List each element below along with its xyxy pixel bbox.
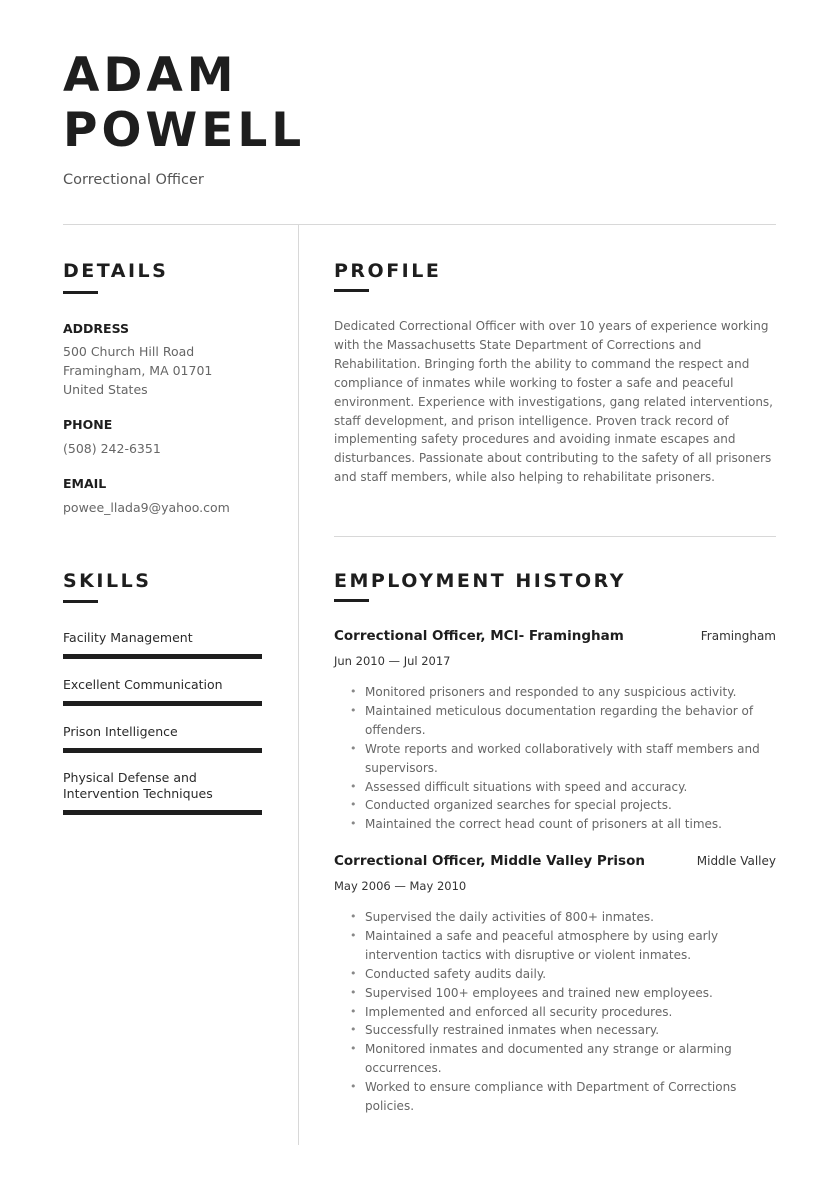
list-item bbox=[334, 815, 780, 834]
skill-level-bar bbox=[63, 748, 262, 753]
skill-item bbox=[63, 770, 263, 802]
skill-item bbox=[63, 630, 263, 646]
skill-name: Excellent Communication bbox=[63, 677, 223, 692]
email-value: powee_llada9@yahoo.com bbox=[63, 500, 230, 515]
address-label: ADDRESS bbox=[63, 321, 130, 336]
last-name: POWELL bbox=[63, 103, 306, 158]
header-divider bbox=[63, 224, 776, 225]
email-label: EMAIL bbox=[63, 476, 107, 491]
job-location: Middle Valley bbox=[696, 854, 776, 868]
list-item bbox=[334, 796, 780, 815]
bullet-icon: • bbox=[350, 1080, 357, 1094]
list-item bbox=[334, 927, 780, 965]
skills-heading-underline bbox=[63, 600, 98, 603]
bullet-text: Conducted safety audits daily. bbox=[365, 966, 547, 981]
list-item bbox=[334, 683, 780, 702]
job-role: Correctional Officer, Middle Valley Prison bbox=[334, 853, 645, 869]
candidate-name bbox=[63, 48, 305, 158]
bullet-icon: • bbox=[350, 1023, 357, 1037]
bullet-text: Supervised the daily activities of 800+ inmates. bbox=[365, 910, 654, 924]
profile-heading-underline bbox=[334, 289, 369, 292]
skill-name-line-1: Physical Defense and bbox=[63, 770, 197, 785]
bullet-text: Conducted organized searches for special projects. bbox=[365, 798, 672, 813]
bullet-icon: • bbox=[350, 741, 357, 755]
skill-name-line-2: Intervention Techniques bbox=[63, 786, 213, 801]
address-value bbox=[63, 342, 212, 399]
skill-level-bar bbox=[63, 810, 262, 815]
address-line-1: 500 Church Hill Road bbox=[63, 344, 195, 359]
list-item bbox=[334, 1021, 780, 1040]
bullet-icon: • bbox=[350, 985, 357, 999]
job-header bbox=[334, 853, 776, 869]
column-divider bbox=[298, 225, 299, 1145]
skill-level-bar bbox=[63, 701, 262, 706]
profile-summary: Dedicated Correctional Officer with over 10 years of experience working with the Massachusetts State Department of Corrections and Rehabilitation. Bringing forth the ability to command the respect and compliance of inmates while working to foster a safe and peaceful environment. Experience with investigations, gang related interventions, staff development, and prison intelligence. Proven track record of implementing safety procedures and avoiding inmate escapes and disturbances. Passionate about contributing to the safety of all prisoners and staff members, while also helping to rehabilitate prisoners. bbox=[334, 319, 773, 485]
skill-item bbox=[63, 724, 263, 740]
bullet-text: Implemented and enforced all security procedures. bbox=[365, 1004, 673, 1019]
job-role: Correctional Officer, MCI- Framingham bbox=[334, 628, 624, 644]
list-item bbox=[334, 702, 780, 740]
bullet-icon: • bbox=[350, 685, 357, 698]
employment-heading-underline bbox=[334, 599, 369, 602]
profile-heading: PROFILE bbox=[334, 260, 442, 282]
bullet-icon: • bbox=[350, 910, 357, 923]
first-name: ADAM bbox=[63, 48, 238, 103]
list-item bbox=[334, 908, 780, 927]
bullet-icon: • bbox=[350, 779, 357, 793]
skill-level-bar bbox=[63, 654, 262, 659]
address-line-2: Framingham, MA 01701 bbox=[63, 363, 213, 378]
list-item bbox=[334, 740, 780, 778]
bullet-text: Maintained the correct head count of prisoners at all times. bbox=[365, 817, 722, 832]
phone-label: PHONE bbox=[63, 417, 113, 432]
skill-name: Facility Management bbox=[63, 630, 193, 645]
phone-value: (508) 242-6351 bbox=[63, 441, 161, 456]
bullet-text: Monitored prisoners and responded to any suspicious activity. bbox=[365, 685, 737, 699]
list-item bbox=[334, 1003, 780, 1022]
section-divider bbox=[334, 536, 776, 537]
bullet-icon: • bbox=[350, 1004, 357, 1018]
bullet-icon: • bbox=[350, 966, 357, 980]
job-dates: May 2006 — May 2010 bbox=[334, 879, 467, 893]
bullet-icon: • bbox=[350, 928, 357, 942]
bullet-icon: • bbox=[350, 1042, 357, 1056]
bullet-text: Maintained meticulous documentation regarding the behavior of offenders. bbox=[365, 703, 754, 737]
bullet-text: Maintained a safe and peaceful atmosphere by using early intervention tactics with disruptive or violent inmates. bbox=[365, 928, 719, 962]
job-bullets bbox=[334, 683, 780, 834]
bullet-icon: • bbox=[350, 817, 357, 831]
job-title: Correctional Officer bbox=[63, 172, 204, 188]
skill-item bbox=[63, 677, 263, 693]
bullet-text: Wrote reports and worked collaboratively with staff members and supervisors. bbox=[365, 741, 760, 775]
address-line-3: United States bbox=[63, 382, 148, 397]
bullet-icon: • bbox=[350, 703, 357, 717]
bullet-text: Supervised 100+ employees and trained new employees. bbox=[365, 985, 713, 1000]
bullet-icon: • bbox=[350, 798, 357, 812]
skills-heading: SKILLS bbox=[63, 570, 152, 592]
bullet-text: Assessed difficult situations with speed and accuracy. bbox=[365, 779, 688, 794]
employment-heading: EMPLOYMENT HISTORY bbox=[334, 570, 626, 592]
details-heading: DETAILS bbox=[63, 260, 169, 282]
list-item bbox=[334, 965, 780, 984]
job-bullets bbox=[334, 908, 780, 1116]
list-item bbox=[334, 984, 780, 1003]
job-location: Framingham bbox=[700, 629, 776, 643]
job-header bbox=[334, 628, 776, 644]
details-heading-underline bbox=[63, 291, 98, 294]
bullet-text: Monitored inmates and documented any strange or alarming occurrences. bbox=[365, 1042, 732, 1076]
list-item bbox=[334, 1040, 780, 1078]
bullet-text: Worked to ensure compliance with Department of Corrections policies. bbox=[365, 1080, 737, 1114]
job-dates: Jun 2010 — Jul 2017 bbox=[334, 654, 451, 668]
list-item bbox=[334, 778, 780, 797]
skill-name: Prison Intelligence bbox=[63, 724, 178, 739]
bullet-text: Successfully restrained inmates when necessary. bbox=[365, 1023, 660, 1038]
list-item bbox=[334, 1078, 780, 1116]
